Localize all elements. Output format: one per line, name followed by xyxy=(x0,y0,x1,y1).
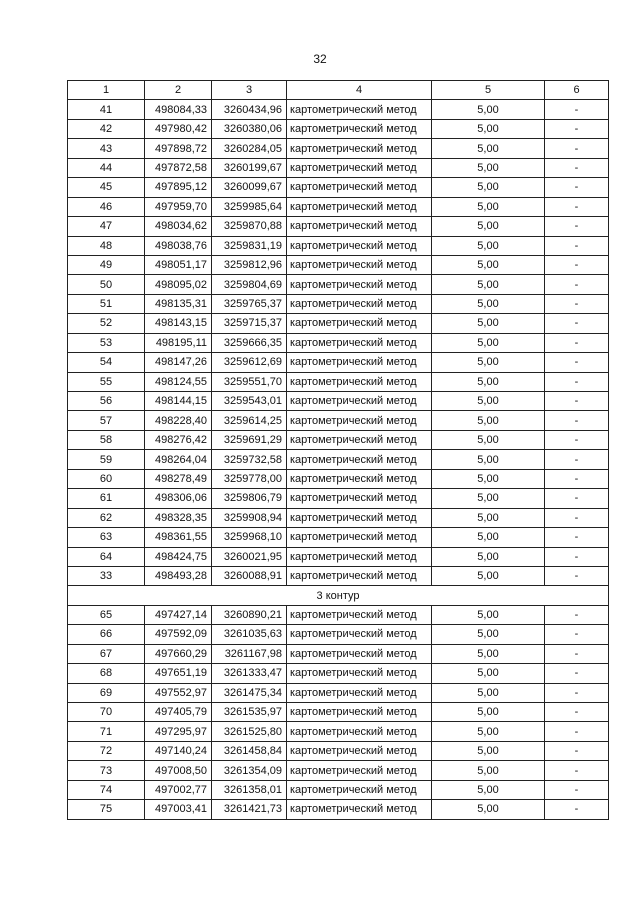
point-number-cell: 71 xyxy=(68,722,145,741)
table-row xyxy=(68,255,609,274)
table-row xyxy=(68,158,609,177)
y-coordinate-cell: 3259806,79 xyxy=(212,489,287,508)
x-coordinate-cell: 498084,33 xyxy=(145,100,212,119)
point-number-cell: 70 xyxy=(68,703,145,722)
y-coordinate-cell: 3261475,34 xyxy=(212,683,287,702)
method-cell: картометрический метод xyxy=(287,528,432,547)
x-coordinate-cell: 498195,11 xyxy=(145,333,212,352)
table-row xyxy=(68,119,609,138)
x-coordinate-cell: 498144,15 xyxy=(145,392,212,411)
accuracy-cell: 5,00 xyxy=(432,489,545,508)
accuracy-cell: 5,00 xyxy=(432,450,545,469)
accuracy-cell: 5,00 xyxy=(432,625,545,644)
y-coordinate-cell: 3259666,35 xyxy=(212,333,287,352)
description-cell: - xyxy=(545,761,609,780)
x-coordinate-cell: 497872,58 xyxy=(145,158,212,177)
point-number-cell: 65 xyxy=(68,605,145,624)
table-row xyxy=(68,353,609,372)
point-number-cell: 63 xyxy=(68,528,145,547)
description-cell: - xyxy=(545,703,609,722)
method-cell: картометрический метод xyxy=(287,217,432,236)
method-cell: картометрический метод xyxy=(287,761,432,780)
point-number-cell: 55 xyxy=(68,372,145,391)
table-row xyxy=(68,547,609,566)
y-coordinate-cell: 3260380,06 xyxy=(212,119,287,138)
section-row xyxy=(68,586,609,605)
method-cell: картометрический метод xyxy=(287,508,432,527)
accuracy-cell: 5,00 xyxy=(432,392,545,411)
accuracy-cell: 5,00 xyxy=(432,100,545,119)
point-number-cell: 61 xyxy=(68,489,145,508)
table-row xyxy=(68,683,609,702)
description-cell: - xyxy=(545,119,609,138)
description-cell: - xyxy=(545,489,609,508)
method-cell: картометрический метод xyxy=(287,353,432,372)
table-row xyxy=(68,528,609,547)
accuracy-cell: 5,00 xyxy=(432,683,545,702)
accuracy-cell: 5,00 xyxy=(432,780,545,799)
x-coordinate-cell: 497898,72 xyxy=(145,139,212,158)
description-cell: - xyxy=(545,644,609,663)
accuracy-cell: 5,00 xyxy=(432,430,545,449)
point-number-cell: 67 xyxy=(68,644,145,663)
y-coordinate-cell: 3259831,19 xyxy=(212,236,287,255)
table-row xyxy=(68,469,609,488)
method-cell: картометрический метод xyxy=(287,741,432,760)
header-row xyxy=(68,81,609,100)
table-row xyxy=(68,314,609,333)
x-coordinate-cell: 498278,49 xyxy=(145,469,212,488)
description-cell: - xyxy=(545,353,609,372)
point-number-cell: 44 xyxy=(68,158,145,177)
accuracy-cell: 5,00 xyxy=(432,217,545,236)
description-cell: - xyxy=(545,800,609,819)
x-coordinate-cell: 498135,31 xyxy=(145,294,212,313)
method-cell: картометрический метод xyxy=(287,469,432,488)
table-row xyxy=(68,294,609,313)
page-number: 32 xyxy=(313,52,327,66)
description-cell: - xyxy=(545,780,609,799)
description-cell: - xyxy=(545,392,609,411)
accuracy-cell: 5,00 xyxy=(432,761,545,780)
table-row xyxy=(68,800,609,819)
method-cell: картометрический метод xyxy=(287,314,432,333)
point-number-cell: 51 xyxy=(68,294,145,313)
method-cell: картометрический метод xyxy=(287,566,432,585)
y-coordinate-cell: 3260434,96 xyxy=(212,100,287,119)
method-cell: картометрический метод xyxy=(287,664,432,683)
description-cell: - xyxy=(545,294,609,313)
description-cell: - xyxy=(545,275,609,294)
method-cell: картометрический метод xyxy=(287,119,432,138)
method-cell: картометрический метод xyxy=(287,722,432,741)
description-cell: - xyxy=(545,508,609,527)
description-cell: - xyxy=(545,450,609,469)
x-coordinate-cell: 497405,79 xyxy=(145,703,212,722)
method-cell: картометрический метод xyxy=(287,683,432,702)
x-coordinate-cell: 497008,50 xyxy=(145,761,212,780)
description-cell: - xyxy=(545,411,609,430)
description-cell: - xyxy=(545,158,609,177)
accuracy-cell: 5,00 xyxy=(432,333,545,352)
y-coordinate-cell: 3261035,63 xyxy=(212,625,287,644)
method-cell: картометрический метод xyxy=(287,605,432,624)
point-number-cell: 52 xyxy=(68,314,145,333)
description-cell: - xyxy=(545,722,609,741)
y-coordinate-cell: 3259870,88 xyxy=(212,217,287,236)
accuracy-cell: 5,00 xyxy=(432,644,545,663)
accuracy-cell: 5,00 xyxy=(432,703,545,722)
method-cell: картометрический метод xyxy=(287,489,432,508)
table-row xyxy=(68,392,609,411)
y-coordinate-cell: 3259732,58 xyxy=(212,450,287,469)
x-coordinate-cell: 498034,62 xyxy=(145,217,212,236)
table-row xyxy=(68,139,609,158)
accuracy-cell: 5,00 xyxy=(432,255,545,274)
y-coordinate-cell: 3259968,10 xyxy=(212,528,287,547)
accuracy-cell: 5,00 xyxy=(432,275,545,294)
accuracy-cell: 5,00 xyxy=(432,800,545,819)
y-coordinate-cell: 3259804,69 xyxy=(212,275,287,294)
x-coordinate-cell: 497140,24 xyxy=(145,741,212,760)
method-cell: картометрический метод xyxy=(287,158,432,177)
y-coordinate-cell: 3259614,25 xyxy=(212,411,287,430)
x-coordinate-cell: 498493,28 xyxy=(145,566,212,585)
point-number-cell: 62 xyxy=(68,508,145,527)
table-row xyxy=(68,644,609,663)
x-coordinate-cell: 498038,76 xyxy=(145,236,212,255)
method-cell: картометрический метод xyxy=(287,197,432,216)
y-coordinate-cell: 3259612,69 xyxy=(212,353,287,372)
point-number-cell: 58 xyxy=(68,430,145,449)
header-cell: 6 xyxy=(545,81,609,100)
description-cell: - xyxy=(545,469,609,488)
accuracy-cell: 5,00 xyxy=(432,508,545,527)
accuracy-cell: 5,00 xyxy=(432,372,545,391)
x-coordinate-cell: 497980,42 xyxy=(145,119,212,138)
method-cell: картометрический метод xyxy=(287,372,432,391)
accuracy-cell: 5,00 xyxy=(432,178,545,197)
table-row xyxy=(68,605,609,624)
x-coordinate-cell: 498276,42 xyxy=(145,430,212,449)
point-number-cell: 74 xyxy=(68,780,145,799)
table-row xyxy=(68,372,609,391)
point-number-cell: 46 xyxy=(68,197,145,216)
point-number-cell: 69 xyxy=(68,683,145,702)
point-number-cell: 45 xyxy=(68,178,145,197)
method-cell: картометрический метод xyxy=(287,392,432,411)
description-cell: - xyxy=(545,314,609,333)
x-coordinate-cell: 497003,41 xyxy=(145,800,212,819)
y-coordinate-cell: 3260890,21 xyxy=(212,605,287,624)
method-cell: картометрический метод xyxy=(287,450,432,469)
point-number-cell: 73 xyxy=(68,761,145,780)
description-cell: - xyxy=(545,625,609,644)
table-row xyxy=(68,333,609,352)
description-cell: - xyxy=(545,430,609,449)
table-row xyxy=(68,489,609,508)
table-row xyxy=(68,430,609,449)
x-coordinate-cell: 497895,12 xyxy=(145,178,212,197)
accuracy-cell: 5,00 xyxy=(432,528,545,547)
description-cell: - xyxy=(545,605,609,624)
table-row xyxy=(68,217,609,236)
accuracy-cell: 5,00 xyxy=(432,139,545,158)
table-row xyxy=(68,411,609,430)
table-row xyxy=(68,780,609,799)
y-coordinate-cell: 3260099,67 xyxy=(212,178,287,197)
accuracy-cell: 5,00 xyxy=(432,722,545,741)
y-coordinate-cell: 3260284,05 xyxy=(212,139,287,158)
y-coordinate-cell: 3261358,01 xyxy=(212,780,287,799)
description-cell: - xyxy=(545,741,609,760)
point-number-cell: 64 xyxy=(68,547,145,566)
accuracy-cell: 5,00 xyxy=(432,547,545,566)
point-number-cell: 42 xyxy=(68,119,145,138)
accuracy-cell: 5,00 xyxy=(432,469,545,488)
x-coordinate-cell: 497592,09 xyxy=(145,625,212,644)
y-coordinate-cell: 3260021,95 xyxy=(212,547,287,566)
header-cell: 3 xyxy=(212,81,287,100)
method-cell: картометрический метод xyxy=(287,411,432,430)
table-row xyxy=(68,100,609,119)
point-number-cell: 50 xyxy=(68,275,145,294)
header-cell: 4 xyxy=(287,81,432,100)
point-number-cell: 57 xyxy=(68,411,145,430)
table-row xyxy=(68,566,609,585)
point-number-cell: 68 xyxy=(68,664,145,683)
y-coordinate-cell: 3261535,97 xyxy=(212,703,287,722)
description-cell: - xyxy=(545,372,609,391)
accuracy-cell: 5,00 xyxy=(432,664,545,683)
description-cell: - xyxy=(545,197,609,216)
method-cell: картометрический метод xyxy=(287,800,432,819)
accuracy-cell: 5,00 xyxy=(432,314,545,333)
x-coordinate-cell: 498424,75 xyxy=(145,547,212,566)
y-coordinate-cell: 3259908,94 xyxy=(212,508,287,527)
table-row xyxy=(68,197,609,216)
y-coordinate-cell: 3259715,37 xyxy=(212,314,287,333)
x-coordinate-cell: 497660,29 xyxy=(145,644,212,663)
x-coordinate-cell: 498306,06 xyxy=(145,489,212,508)
point-number-cell: 49 xyxy=(68,255,145,274)
y-coordinate-cell: 3261421,73 xyxy=(212,800,287,819)
method-cell: картометрический метод xyxy=(287,547,432,566)
accuracy-cell: 5,00 xyxy=(432,411,545,430)
x-coordinate-cell: 498228,40 xyxy=(145,411,212,430)
header-cell: 1 xyxy=(68,81,145,100)
point-number-cell: 60 xyxy=(68,469,145,488)
accuracy-cell: 5,00 xyxy=(432,605,545,624)
point-number-cell: 43 xyxy=(68,139,145,158)
method-cell: картометрический метод xyxy=(287,780,432,799)
description-cell: - xyxy=(545,178,609,197)
description-cell: - xyxy=(545,528,609,547)
method-cell: картометрический метод xyxy=(287,139,432,158)
x-coordinate-cell: 497959,70 xyxy=(145,197,212,216)
x-coordinate-cell: 497552,97 xyxy=(145,683,212,702)
y-coordinate-cell: 3259551,70 xyxy=(212,372,287,391)
y-coordinate-cell: 3259812,96 xyxy=(212,255,287,274)
y-coordinate-cell: 3259778,00 xyxy=(212,469,287,488)
point-number-cell: 66 xyxy=(68,625,145,644)
method-cell: картометрический метод xyxy=(287,275,432,294)
method-cell: картометрический метод xyxy=(287,625,432,644)
x-coordinate-cell: 498361,55 xyxy=(145,528,212,547)
y-coordinate-cell: 3259765,37 xyxy=(212,294,287,313)
accuracy-cell: 5,00 xyxy=(432,158,545,177)
point-number-cell: 72 xyxy=(68,741,145,760)
x-coordinate-cell: 497651,19 xyxy=(145,664,212,683)
header-cell: 2 xyxy=(145,81,212,100)
x-coordinate-cell: 497002,77 xyxy=(145,780,212,799)
point-number-cell: 48 xyxy=(68,236,145,255)
accuracy-cell: 5,00 xyxy=(432,197,545,216)
coordinates-table xyxy=(67,80,609,820)
x-coordinate-cell: 498328,35 xyxy=(145,508,212,527)
point-number-cell: 33 xyxy=(68,566,145,585)
table-row xyxy=(68,625,609,644)
method-cell: картометрический метод xyxy=(287,236,432,255)
table-row xyxy=(68,236,609,255)
table-row xyxy=(68,664,609,683)
description-cell: - xyxy=(545,236,609,255)
point-number-cell: 53 xyxy=(68,333,145,352)
description-cell: - xyxy=(545,664,609,683)
accuracy-cell: 5,00 xyxy=(432,741,545,760)
accuracy-cell: 5,00 xyxy=(432,236,545,255)
method-cell: картометрический метод xyxy=(287,255,432,274)
description-cell: - xyxy=(545,566,609,585)
table-row xyxy=(68,275,609,294)
point-number-cell: 59 xyxy=(68,450,145,469)
method-cell: картометрический метод xyxy=(287,294,432,313)
y-coordinate-cell: 3259985,64 xyxy=(212,197,287,216)
method-cell: картометрический метод xyxy=(287,333,432,352)
y-coordinate-cell: 3260199,67 xyxy=(212,158,287,177)
x-coordinate-cell: 498124,55 xyxy=(145,372,212,391)
table-row xyxy=(68,450,609,469)
x-coordinate-cell: 498147,26 xyxy=(145,353,212,372)
y-coordinate-cell: 3261354,09 xyxy=(212,761,287,780)
description-cell: - xyxy=(545,139,609,158)
table-row xyxy=(68,178,609,197)
description-cell: - xyxy=(545,255,609,274)
y-coordinate-cell: 3261458,84 xyxy=(212,741,287,760)
method-cell: картометрический метод xyxy=(287,178,432,197)
method-cell: картометрический метод xyxy=(287,430,432,449)
y-coordinate-cell: 3261525,80 xyxy=(212,722,287,741)
y-coordinate-cell: 3259543,01 xyxy=(212,392,287,411)
table-row xyxy=(68,508,609,527)
point-number-cell: 56 xyxy=(68,392,145,411)
point-number-cell: 75 xyxy=(68,800,145,819)
method-cell: картометрический метод xyxy=(287,703,432,722)
table-row xyxy=(68,761,609,780)
y-coordinate-cell: 3261167,98 xyxy=(212,644,287,663)
method-cell: картометрический метод xyxy=(287,644,432,663)
table-row xyxy=(68,722,609,741)
x-coordinate-cell: 497427,14 xyxy=(145,605,212,624)
accuracy-cell: 5,00 xyxy=(432,353,545,372)
table-row xyxy=(68,741,609,760)
point-number-cell: 54 xyxy=(68,353,145,372)
accuracy-cell: 5,00 xyxy=(432,566,545,585)
y-coordinate-cell: 3261333,47 xyxy=(212,664,287,683)
accuracy-cell: 5,00 xyxy=(432,294,545,313)
x-coordinate-cell: 498095,02 xyxy=(145,275,212,294)
table-row xyxy=(68,703,609,722)
x-coordinate-cell: 497295,97 xyxy=(145,722,212,741)
x-coordinate-cell: 498264,04 xyxy=(145,450,212,469)
y-coordinate-cell: 3260088,91 xyxy=(212,566,287,585)
description-cell: - xyxy=(545,100,609,119)
section-label: 3 контур xyxy=(68,586,609,605)
point-number-cell: 41 xyxy=(68,100,145,119)
y-coordinate-cell: 3259691,29 xyxy=(212,430,287,449)
description-cell: - xyxy=(545,333,609,352)
description-cell: - xyxy=(545,683,609,702)
accuracy-cell: 5,00 xyxy=(432,119,545,138)
point-number-cell: 47 xyxy=(68,217,145,236)
header-cell: 5 xyxy=(432,81,545,100)
method-cell: картометрический метод xyxy=(287,100,432,119)
description-cell: - xyxy=(545,547,609,566)
description-cell: - xyxy=(545,217,609,236)
x-coordinate-cell: 498051,17 xyxy=(145,255,212,274)
x-coordinate-cell: 498143,15 xyxy=(145,314,212,333)
